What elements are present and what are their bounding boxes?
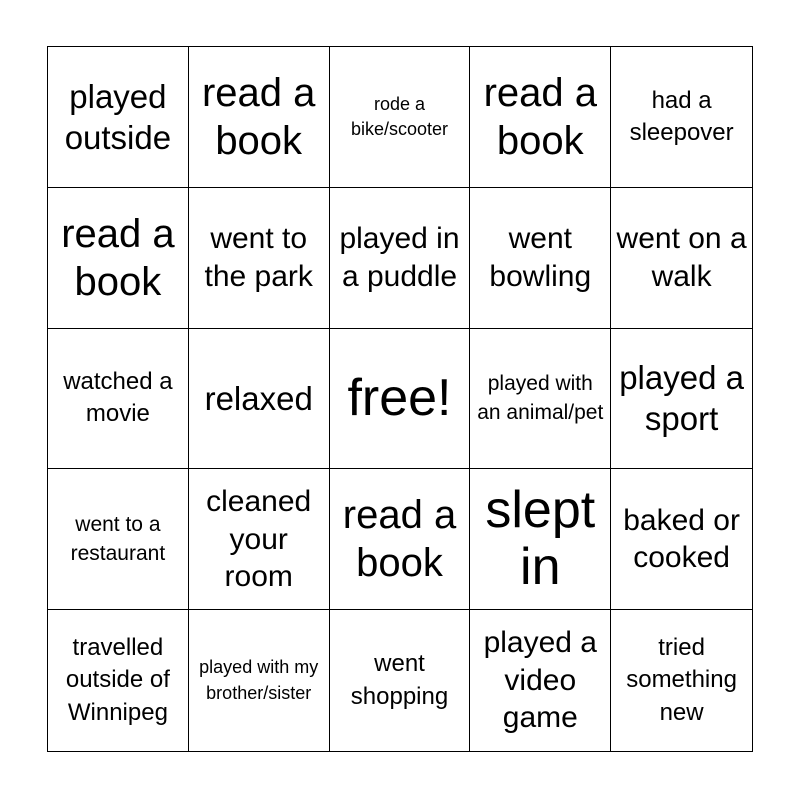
bingo-cell-r3c5[interactable]: played a sport <box>611 329 752 470</box>
bingo-cell-r5c5[interactable]: tried something new <box>626 634 737 726</box>
bingo-cell-r2c1[interactable]: read a book <box>48 188 189 329</box>
bingo-cell-r1c1[interactable]: played outside <box>48 47 189 188</box>
bingo-cell-r2c4[interactable]: went bowling <box>470 188 611 329</box>
bingo-board <box>47 46 753 752</box>
bingo-cell-r1c5[interactable]: had a sleepover <box>611 47 752 188</box>
bingo-cell-r2c5[interactable]: went on a walk <box>611 188 752 329</box>
bingo-cell-r4c2[interactable]: cleaned your room <box>189 469 330 610</box>
bingo-cell-free[interactable]: free! <box>330 329 471 470</box>
bingo-cell-r2c3[interactable]: played in a puddle <box>330 188 471 329</box>
bingo-cell-r3c1[interactable]: watched a movie <box>48 329 189 470</box>
bingo-cell-r2c2[interactable]: went to the park <box>189 188 330 329</box>
bingo-cell-r1c2[interactable]: read a book <box>189 47 330 188</box>
bingo-cell-r5c3[interactable]: went shopping <box>330 610 471 751</box>
bingo-cell-r4c3[interactable]: read a book <box>330 469 471 610</box>
bingo-cell-r4c1[interactable]: went to a restaurant <box>48 469 189 610</box>
bingo-cell-r5c4[interactable]: played a video game <box>470 610 611 751</box>
bingo-cell-r1c3[interactable]: rode a bike/scooter <box>330 47 471 188</box>
bingo-cell-r3c2[interactable]: relaxed <box>189 329 330 470</box>
bingo-cell-r5c1[interactable]: travelled outside of Winnipeg <box>48 610 189 751</box>
bingo-cell-r1c4[interactable]: read a book <box>470 47 611 188</box>
bingo-cell-r4c4[interactable]: slept in <box>470 469 611 610</box>
bingo-cell-r4c5[interactable]: baked or cooked <box>611 469 752 610</box>
bingo-cell-r3c4[interactable]: played with an animal/pet <box>470 329 611 470</box>
bingo-cell-r5c2[interactable]: played with my brother/sister <box>189 610 330 751</box>
